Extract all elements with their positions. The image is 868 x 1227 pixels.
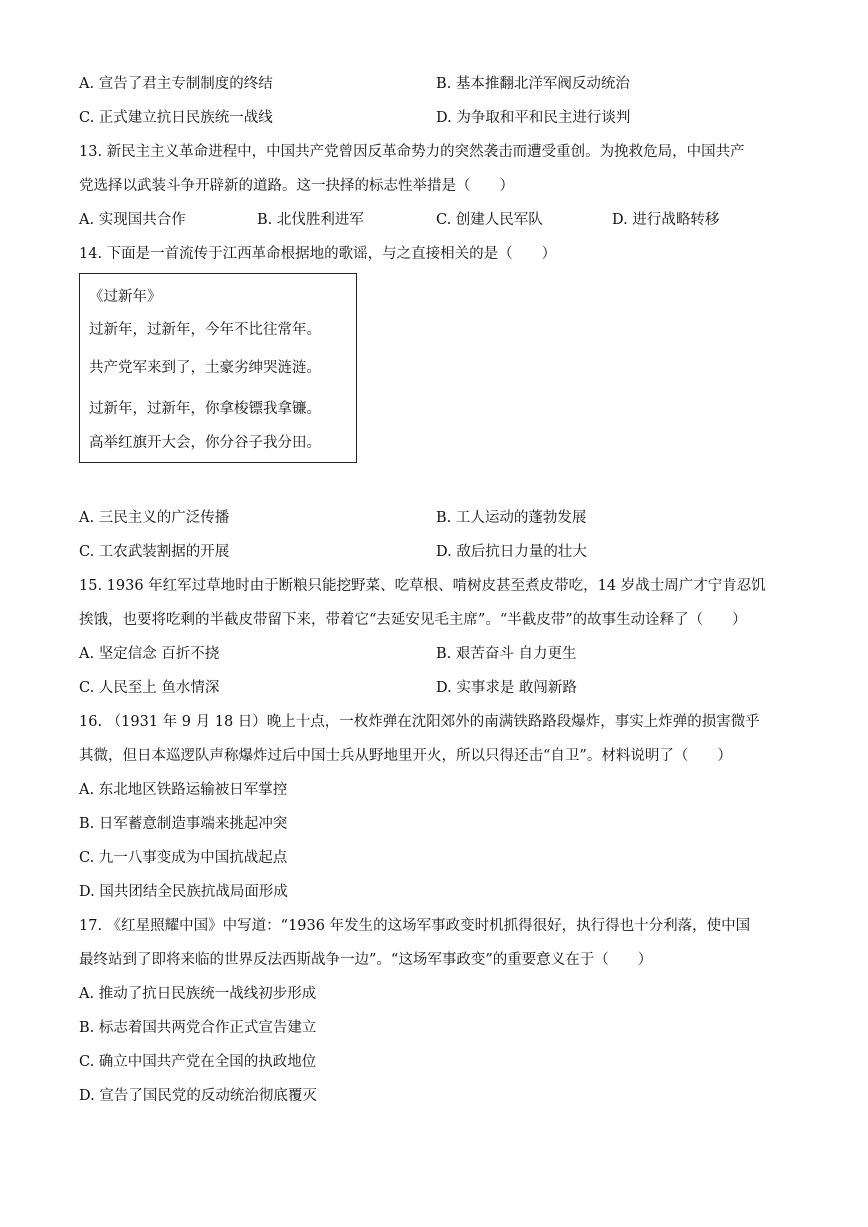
q14-poem-box	[79, 273, 357, 463]
q15-option-c: C. 人民至上 鱼水情深	[79, 680, 220, 696]
q12-option-a: A. 宣告了君主专制制度的终结	[79, 76, 273, 92]
q16-option-c: C. 九一八事变成为中国抗战起点	[79, 850, 288, 866]
q12-option-b: B. 基本推翻北洋军阀反动统治	[436, 76, 630, 92]
poem-line-1: 过新年，过新年，今年不比往常年。	[89, 322, 321, 338]
q13-option-a: A. 实现国共合作	[79, 212, 186, 228]
q16-option-a: A. 东北地区铁路运输被日军掌控	[79, 782, 288, 798]
q16-option-b: B. 日军蓄意制造事端来挑起冲突	[79, 816, 288, 832]
poem-line-4: 高举红旗开大会，你分谷子我分田。	[89, 435, 321, 451]
poem-line-2: 共产党军来到了，土豪劣绅哭涟涟。	[89, 360, 321, 376]
q17-option-d: D. 宣告了国民党的反动统治彻底覆灭	[79, 1088, 317, 1104]
q12-option-d: D. 为争取和平和民主进行谈判	[436, 110, 631, 126]
q16-stem-line1: 16. （1931 年 9 月 18 日）晚上十点，一枚炸弹在沈阳郊外的南满铁路路段爆炸，事实上炸弹的损害微乎	[79, 714, 760, 730]
q15-option-a: A. 坚定信念 百折不挠	[79, 646, 220, 662]
q14-option-d: D. 敌后抗日力量的壮大	[436, 544, 587, 560]
q16-stem-line2: 其微，但日本巡逻队声称爆炸过后中国士兵从野地里开火，所以只得还击“自卫”。材料说明了（ ）	[79, 748, 732, 764]
q14-option-b: B. 工人运动的蓬勃发展	[436, 510, 587, 526]
q16-option-d: D. 国共团结全民族抗战局面形成	[79, 884, 288, 900]
q14-option-a: A. 三民主义的广泛传播	[79, 510, 230, 526]
q17-stem-line1: 17. 《红星照耀中国》中写道：“1936 年发生的这场军事政变时机抓得很好，执行得也十分利落，使中国	[79, 918, 751, 934]
q17-option-b: B. 标志着国共两党合作正式宣告建立	[79, 1020, 317, 1036]
q15-stem-line1: 15. 1936 年红军过草地时由于断粮只能挖野菜、吃草根、啃树皮甚至煮皮带吃，14 岁战士周广才宁肯忍饥	[79, 578, 766, 594]
q15-option-d: D. 实事求是 敢闯新路	[436, 680, 577, 696]
q13-stem-line2: 党选择以武装斗争开辟新的道路。这一抉择的标志性举措是（ ）	[79, 178, 514, 194]
poem-title: 《过新年》	[89, 289, 162, 305]
q17-stem-line2: 最终站到了即将来临的世界反法西斯战争一边”。“这场军事政变”的重要意义在于（ ）	[79, 952, 653, 968]
q13-stem-line1: 13. 新民主主义革命进程中，中国共产党曾因反革命势力的突然袭击而遭受重创。为挽救危局，中国共产	[79, 144, 745, 160]
q14-option-c: C. 工农武装割据的开展	[79, 544, 230, 560]
q13-option-b: B. 北伐胜利进军	[257, 212, 364, 228]
q15-stem-line2: 挨饿，也要将吃剩的半截皮带留下来，带着它“去延安见毛主席”。“半截皮带”的故事生动诠释了（ ）	[79, 612, 747, 628]
q13-option-d: D. 进行战略转移	[612, 212, 720, 228]
q17-option-a: A. 推动了抗日民族统一战线初步形成	[79, 986, 317, 1002]
q15-option-b: B. 艰苦奋斗 自力更生	[436, 646, 577, 662]
poem-line-3: 过新年，过新年，你拿梭镖我拿镰。	[89, 401, 321, 417]
q12-option-c: C. 正式建立抗日民族统一战线	[79, 110, 273, 126]
q13-option-c: C. 创建人民军队	[436, 212, 543, 228]
q14-stem-line1: 14. 下面是一首流传于江西革命根据地的歌谣，与之直接相关的是（ ）	[79, 246, 557, 262]
q17-option-c: C. 确立中国共产党在全国的执政地位	[79, 1054, 317, 1070]
